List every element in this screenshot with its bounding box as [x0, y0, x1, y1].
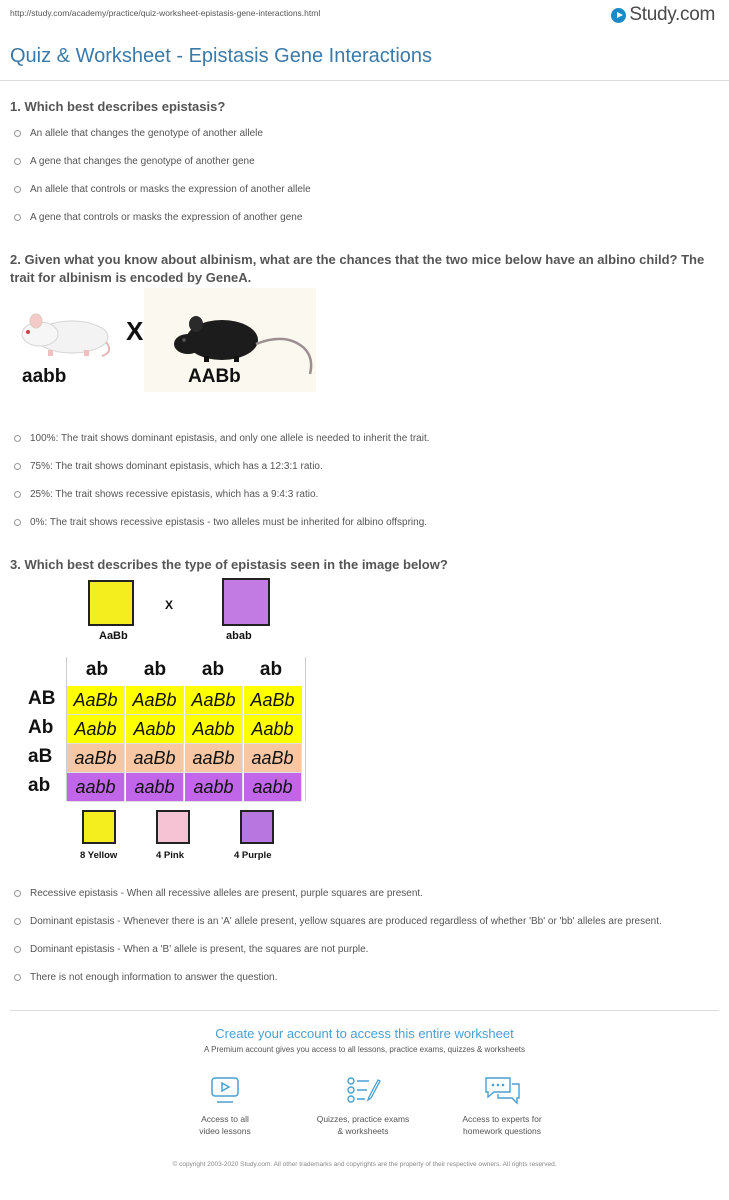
punnett-cell: Aabb: [126, 715, 184, 744]
answer-option[interactable]: Recessive epistasis - When all recessive alleles are present, purple squares are present.: [14, 888, 423, 899]
mouse-genotype-right: AABb: [188, 366, 241, 387]
column-header: ab: [143, 659, 167, 680]
punnett-cell: AaBb: [126, 686, 184, 715]
legend-swatch-yellow: [82, 810, 116, 844]
promo-subtitle: A Premium account gives you access to all lessons, practice exams, quizzes & worksheets: [203, 1045, 526, 1054]
answer-option[interactable]: 25%: The trait shows recessive epistasis, which has a 9:4:3 ratio.: [14, 489, 318, 500]
legend-swatch-pink: [156, 810, 190, 844]
radio-button[interactable]: [14, 918, 21, 925]
radio-button[interactable]: [14, 435, 21, 442]
question-1: 1. Which best describes epistasis?: [10, 99, 226, 114]
answer-option[interactable]: An allele that changes the genotype of another allele: [14, 128, 263, 139]
punnett-cell: aaBb: [67, 744, 125, 773]
punnett-cell: aaBb: [244, 744, 302, 773]
punnett-cell: aabb: [244, 773, 302, 802]
parent-genotype-2: abab: [226, 630, 252, 642]
promo-divider: [10, 1010, 719, 1011]
header-divider: [0, 80, 729, 81]
radio-button[interactable]: [14, 130, 21, 137]
quiz-checklist-icon: [345, 1075, 381, 1105]
feature-experts: Access to experts for homework questions: [447, 1075, 557, 1137]
radio-button[interactable]: [14, 974, 21, 981]
radio-button[interactable]: [14, 519, 21, 526]
row-header: AB: [28, 688, 56, 709]
punnett-cell: aaBb: [185, 744, 243, 773]
parent-genotype-1: AaBb: [99, 630, 128, 642]
promo-title[interactable]: Create your account to access this entire worksheet: [215, 1026, 514, 1041]
cross-symbol: X: [126, 316, 144, 346]
radio-button[interactable]: [14, 890, 21, 897]
punnett-cell: aaBb: [126, 744, 184, 773]
radio-button[interactable]: [14, 946, 21, 953]
radio-button[interactable]: [14, 463, 21, 470]
footer-copyright: © copyright 2003-2020 Study.com. All other trademarks and copyrights are the property of their respective owners. All rights reserved.: [172, 1161, 557, 1168]
study-logo[interactable]: [611, 4, 715, 26]
column-header: ab: [259, 659, 283, 680]
parent-swatch-purple: [222, 578, 270, 626]
radio-button[interactable]: [14, 186, 21, 193]
row-header: ab: [28, 775, 51, 796]
answer-option[interactable]: 100%: The trait shows dominant epistasis, and only one allele is needed to inherit the trait.: [14, 433, 430, 444]
answer-option[interactable]: 75%: The trait shows dominant epistasis, which has a 12:3:1 ratio.: [14, 461, 323, 472]
cross-symbol: X: [165, 598, 174, 612]
play-circle-icon: [611, 8, 626, 23]
punnett-cell: Aabb: [244, 715, 302, 744]
page-url: http://study.com/academy/practice/quiz-worksheet-epistasis-gene-interactions.html: [10, 8, 321, 18]
punnett-cell: Aabb: [185, 715, 243, 744]
feature-video-lessons: Access to all video lessons: [170, 1075, 280, 1137]
mice-cross-figure: [10, 288, 320, 393]
question-2: 2. Given what you know about albinism, what are the chances that the two mice below have an albino child? The trait for albinism is encoded by GeneA.: [10, 252, 705, 285]
question-3: 3. Which best describes the type of epistasis seen in the image below?: [10, 557, 448, 572]
column-header: ab: [85, 659, 109, 680]
grid-line: [305, 657, 306, 801]
answer-option[interactable]: An allele that controls or masks the expression of another allele: [14, 184, 311, 195]
punnett-cell: Aabb: [67, 715, 125, 744]
video-lesson-icon: [209, 1075, 241, 1105]
logo-text: Study.com: [629, 4, 715, 25]
row-header: Ab: [28, 717, 54, 738]
radio-button[interactable]: [14, 491, 21, 498]
punnett-cell: aabb: [126, 773, 184, 802]
answer-option[interactable]: A gene that changes the genotype of another gene: [14, 156, 255, 167]
white-mouse-image: [10, 310, 118, 360]
radio-button[interactable]: [14, 214, 21, 221]
legend-label: 4 Purple: [234, 850, 272, 861]
answer-option[interactable]: There is not enough information to answer the question.: [14, 972, 277, 983]
punnett-cell: AaBb: [67, 686, 125, 715]
answer-option[interactable]: Dominant epistasis - Whenever there is an 'A' allele present, yellow squares are produced regardless of whether 'Bb' or 'bb' alleles are present.: [14, 916, 662, 927]
punnett-cell: AaBb: [185, 686, 243, 715]
radio-button[interactable]: [14, 158, 21, 165]
answer-option[interactable]: Dominant epistasis - When a 'B' allele is present, the squares are not purple.: [14, 944, 368, 955]
row-header: aB: [28, 746, 53, 767]
column-header: ab: [201, 659, 225, 680]
grid-line: [66, 657, 67, 801]
answer-option[interactable]: A gene that controls or masks the expression of another gene: [14, 212, 302, 223]
legend-label: 8 Yellow: [80, 850, 118, 861]
answer-option[interactable]: 0%: The trait shows recessive epistasis - two alleles must be inherited for albino offspring.: [14, 517, 427, 528]
punnett-cell: aabb: [67, 773, 125, 802]
legend-swatch-purple: [240, 810, 274, 844]
punnett-cell: aabb: [185, 773, 243, 802]
parent-swatch-yellow: [88, 580, 134, 626]
legend-label: 4 Pink: [156, 850, 184, 861]
punnett-cell: AaBb: [244, 686, 302, 715]
feature-quizzes: Quizzes, practice exams & worksheets: [308, 1075, 418, 1137]
page-title: Quiz & Worksheet - Epistasis Gene Interactions: [10, 45, 433, 67]
expert-chat-icon: [482, 1075, 522, 1105]
mouse-genotype-left: aabb: [22, 366, 67, 387]
